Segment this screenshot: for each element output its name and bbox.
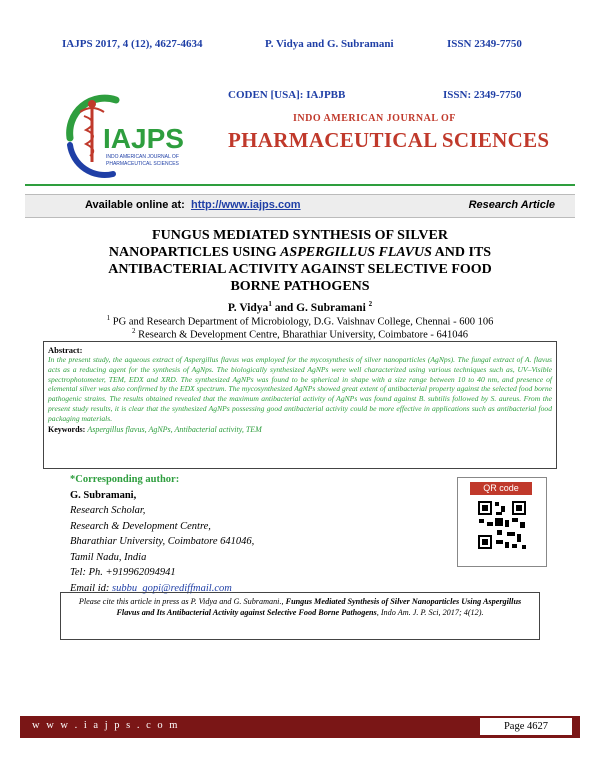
masthead-rule: [25, 184, 575, 186]
iajps-logo-graphic: [58, 90, 208, 180]
page-number: Page 4627: [480, 718, 572, 735]
footer-bar: [20, 716, 580, 738]
email-link[interactable]: subbu_gopi@rediffmail.com: [112, 582, 232, 594]
author-2-sup: 2: [368, 300, 373, 308]
abstract-heading: Abstract:: [48, 345, 83, 355]
qr-label: QR code: [470, 482, 532, 495]
title-line-2-c: AND ITS: [431, 245, 492, 260]
affiliation-2-text: Research & Development Centre, Bharathiar University, Coimbatore - 641046: [135, 329, 469, 341]
online-bar: [25, 194, 575, 218]
corresponding-heading: *Corresponding author:: [70, 474, 180, 485]
online-label: Available online at:: [85, 199, 185, 211]
affiliation-2-sup: 2: [131, 327, 136, 335]
affiliation-2: [30, 327, 570, 341]
corresponding-line: Bharathiar University, Coimbatore 641046,: [70, 536, 255, 547]
citation-prefix: Please cite this article in press as P. Vidya and G. Subramani.,: [78, 597, 286, 606]
abstract-box: [43, 341, 557, 469]
journal-subtitle: INDO AMERICAN JOURNAL OF: [293, 113, 456, 124]
abstract-text: In the present study, the aqueous extract of Aspergillus flavus was employed for the mycosynthesis of silver nanoparticles (AgNps). The fungal extract of A. flavus acts as a reducing agent for the synthesis of AgNps. The biologically synthesized AgNPs were well characterized using various techniques such as, UV–Visible spectrophotometer, TEM, EDX and XRD. The synthesized AgNPs was found to be spherical in shape with a size range between 10 to 40 nm, and presence of elemental silver was also confirmed by the EDX spectrum. The mycosynthesized AgNPs showed great extent of antibacterial property against the selected food borne pathogenic strains. The results obtained revealed that the maximum antibacterial activity of AgNPs was found against B. subtilis followed by S. aureus. From the present study results, it is clear that the synthesized AgNPs possessing good antibacterial activity could be more effective in applications such as antibacterial food packaging materials.: [48, 355, 552, 423]
author-and: and: [271, 301, 297, 314]
title-line-2-a: NANOPARTICLES USING: [108, 245, 281, 260]
logo-subtext-2: PHARMACEUTICAL SCIENCES: [106, 161, 179, 167]
keywords-text: Aspergillus flavus, AgNPs, Antibacterial activity, TEM: [87, 424, 262, 434]
corresponding-line: Research & Development Centre,: [70, 520, 211, 532]
keywords-label: Keywords:: [48, 424, 86, 434]
online-label-wrap: [85, 199, 301, 211]
article-title: [30, 227, 570, 295]
journal-logo: [58, 90, 208, 180]
corresponding-name: G. Subramani,: [70, 489, 137, 501]
logo-subtext-1: INDO AMERICAN JOURNAL OF: [106, 154, 179, 160]
corresponding-line: Research Scholar,: [70, 505, 146, 516]
journal-url-link[interactable]: http://www.iajps.com: [190, 199, 301, 211]
affiliation-1: [30, 314, 570, 328]
title-line-3: ANTIBACTERIAL ACTIVITY AGAINST SELECTIVE FOOD: [108, 262, 492, 277]
logo-text: IAJPS: [103, 123, 184, 154]
author-1: P. Vidya: [227, 301, 269, 314]
corresponding-author: [70, 472, 390, 596]
journal-title: PHARMACEUTICAL SCIENCES: [228, 128, 550, 152]
citation-box: [60, 592, 540, 640]
email-label: Email id:: [70, 582, 112, 594]
citation-title: Fungus Mediated Synthesis of Silver Nanoparticles Using Aspergillus Flavus and Its Antibacterial Activity against Selective Food Borne Pathogens: [116, 597, 522, 617]
header-authors: P. Vidya and G. Subramani: [265, 38, 394, 50]
header-citation: IAJPS 2017, 4 (12), 4627-4634: [62, 38, 203, 50]
coden: CODEN [USA]: IAJPBB: [228, 89, 346, 101]
author-list: [30, 300, 570, 314]
corresponding-line: Tel: Ph. +919962094941: [70, 567, 176, 578]
title-line-2-italic: ASPERGILLUS FLAVUS: [280, 245, 432, 260]
author-2: G. Subramani: [296, 301, 366, 314]
title-line-2: [30, 244, 570, 261]
article-type: Research Article: [468, 199, 555, 211]
author-1-sup: 1: [268, 300, 272, 308]
header-issn: ISSN 2349-7750: [447, 38, 522, 50]
title-line-4: BORNE PATHOGENS: [230, 279, 370, 294]
title-line-1: FUNGUS MEDIATED SYNTHESIS OF SILVER: [152, 228, 448, 243]
affiliation-1-sup: 1: [106, 314, 111, 322]
running-header: [0, 38, 600, 52]
qr-code-icon: [477, 500, 527, 550]
affiliation-1-text: PG and Research Department of Microbiology, D.G. Vaishnav College, Chennai - 600 106: [110, 316, 494, 328]
corresponding-line: Tamil Nadu, India: [70, 551, 147, 563]
masthead-issn: ISSN: 2349-7750: [443, 89, 522, 101]
keywords: [48, 425, 552, 435]
citation-suffix: , Indo Am. J. P. Sci, 2017; 4(12).: [376, 608, 484, 617]
footer-url[interactable]: w w w . i a j p s . c o m: [32, 720, 180, 731]
qr-code-box: [457, 477, 547, 567]
